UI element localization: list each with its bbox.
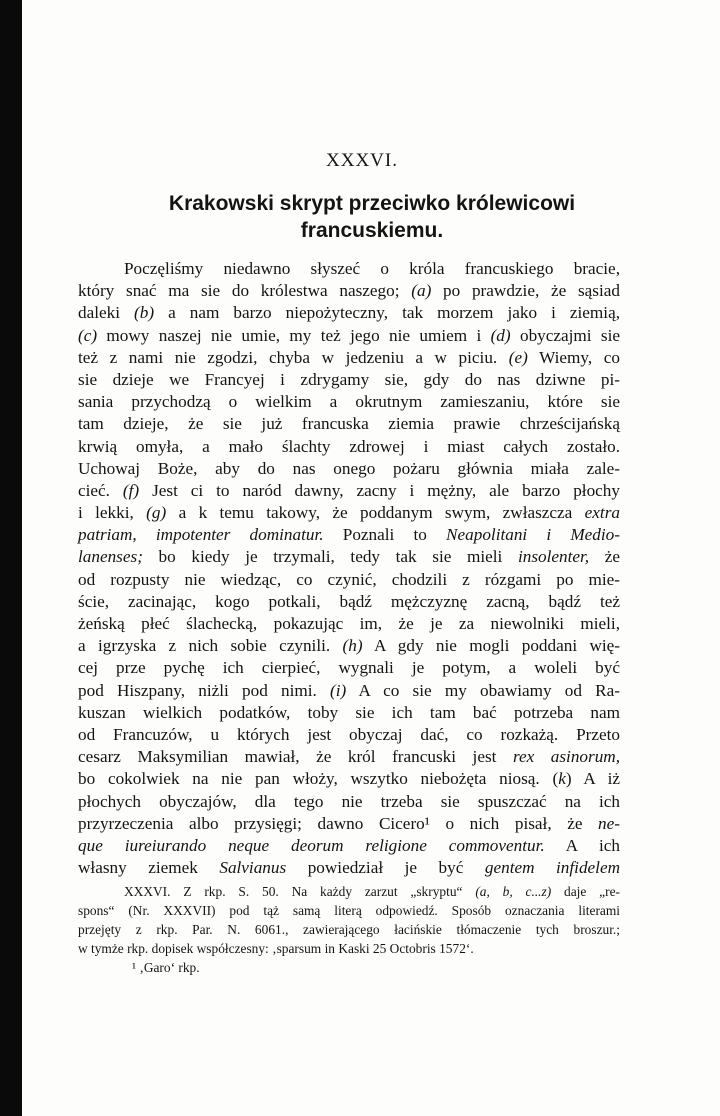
text-span: sania przychodzą o wielkim a okrutnym zamieszaniu, które sie [78, 392, 620, 412]
footnote-line [78, 882, 620, 901]
italic-text: (f) [122, 480, 140, 500]
footnotes [78, 882, 620, 977]
italic-text: Neapolitani i Medio- [446, 525, 620, 545]
body-line [78, 280, 620, 302]
italic-text: Salvianus [219, 858, 287, 878]
text-span: własny ziemek [78, 858, 220, 878]
text-span: też z nami nie zgodzi, chyba w jedzeniu a w piciu. [78, 347, 509, 367]
italic-text: rex asinorum, [512, 747, 621, 767]
body-line [78, 857, 620, 879]
text-span: Poczęliśmy niedawno słyszeć o króla francuskiego bracie, [124, 259, 620, 278]
footnote-line [78, 939, 620, 958]
text-span: tam dzieje, że sie już francuska ziemia prawie chrześcijańską [78, 414, 620, 434]
body-line [78, 680, 620, 702]
text-span: daje „re- [551, 884, 620, 899]
footnote-reference: ¹ ‚Garo‘ rkp. [132, 960, 200, 975]
italic-text: ne- [598, 813, 620, 833]
text-span: który snać ma sie do królestwa naszego; [78, 281, 412, 301]
text-span: sie dzieje we Francyej i zdrygamy sie, gdy do nas dziwne pi- [78, 369, 620, 389]
italic-text: k [558, 769, 566, 789]
text-span: cesarz Maksymilian mawiał, że król francuski jest [78, 747, 513, 767]
italic-text: patriam, impotenter dominatur. [78, 525, 324, 545]
text-span: A co sie my obawiamy od Ra- [346, 680, 621, 700]
text-span: Poznali to [323, 525, 447, 545]
text-span: i lekki, [78, 503, 147, 523]
document-title [82, 190, 662, 244]
title-line-1: Krakowski skrypt przeciwko królewicowi [168, 192, 576, 215]
text-span: daleki [78, 303, 135, 323]
text-span: a nam barzo niepożyteczny, tak morzem jako i ziemią, [154, 303, 620, 323]
body-line [78, 325, 620, 347]
italic-text: (i) [330, 680, 347, 700]
body-line [78, 369, 620, 391]
body-line [78, 724, 620, 746]
text-span: po prawdzie, że sąsiad [431, 281, 620, 301]
italic-text: (g) [146, 503, 167, 523]
text-span: A ich [544, 835, 620, 855]
text-span: Jest ci to naród dawny, zacny i mężny, ale barzo płochy [139, 480, 620, 500]
text-span: przejęty z rkp. Par. N. 6061., zawierającego łacińskie tłómaczenie tych broszur.; [78, 922, 620, 937]
body-line [78, 768, 620, 790]
body-line [78, 835, 620, 857]
italic-text: que iureiurando neque deorum religione commoventur. [78, 835, 545, 855]
body-line [78, 458, 620, 480]
body-line [78, 569, 620, 591]
body-line [78, 746, 620, 768]
body-line [78, 813, 620, 835]
italic-text: lanenses; [78, 547, 143, 567]
text-span: Uchowaj Boże, aby do nas onego pożaru głównia miała zale- [78, 458, 620, 478]
body-line [78, 480, 620, 502]
body-text [78, 258, 620, 879]
text-span: od Francuzów, u których jest obyczaj dać, co rozkażą. Przeto [78, 724, 620, 744]
body-line [78, 391, 620, 413]
italic-text: (a, b, c...z) [475, 884, 552, 899]
italic-text: (e) [508, 347, 528, 367]
body-line [78, 613, 620, 635]
body-line [78, 258, 620, 280]
text-span: od rozpusty nie wiedząc, co czynić, chodzili z rózgami po mie- [78, 569, 620, 589]
text-span: a igrzyska z nich sobie czynili. [78, 636, 343, 656]
italic-text: (a) [411, 281, 432, 301]
chapter-number: XXXVI. [326, 150, 398, 171]
body-line [78, 657, 620, 679]
text-span: obyczajmi sie [510, 325, 620, 345]
text-span: cieć. [78, 480, 123, 500]
body-line [78, 524, 620, 546]
body-line [78, 302, 620, 324]
text-span: w tymże rkp. dopisek współczesny: ‚sparsum in Kaski 25 Octobris 1572‘. [78, 941, 474, 956]
body-line [78, 436, 620, 458]
body-line [78, 347, 620, 369]
text-span: bo cokolwiek na nie pan włoży, wszytko niebożęta niosą. ( [78, 769, 559, 789]
text-span: kuszan wielkich podatków, toby sie ich tam bać potrzeba nam [78, 702, 620, 722]
text-span: pod Hiszpany, niżli pod nimi. [78, 680, 330, 700]
text-span: płochych obyczajów, dla tego nie trzeba sie spuszczać na ich [78, 791, 620, 811]
text-span: bo kiedy je trzymali, tedy tak sie mieli [142, 547, 518, 567]
text-span: ście, zacinając, kogo potkali, bądź mężczyznę zacną, bądź też [78, 591, 620, 611]
body-line [78, 546, 620, 568]
body-line [78, 502, 620, 524]
scan-border [0, 0, 22, 1116]
footnote-line [78, 920, 620, 939]
italic-text: (d) [490, 325, 511, 345]
text-span: żeńską płeć ślachecką, pokazując im, że je za niewolniki mieli, [78, 614, 620, 633]
document-page [22, 0, 720, 1116]
body-line [78, 702, 620, 724]
text-span: ) A iż [565, 769, 620, 789]
italic-text: (b) [134, 303, 155, 323]
footnote-line [78, 901, 620, 920]
italic-text: extra [584, 503, 620, 523]
italic-text: (c) [78, 325, 98, 345]
italic-text: gentem infidelem [484, 858, 620, 878]
text-span: krwią omyła, a mało ślachty zdrowej i miast całych zostało. [78, 436, 620, 456]
text-span: mowy naszej nie umie, my też jego nie umiem i [97, 325, 491, 345]
text-span: Wiemy, co [527, 347, 620, 367]
text-span: że [589, 547, 620, 567]
text-span: a k temu takowy, że poddanym swym, zwłaszcza [166, 503, 585, 523]
text-span: przyrzeczenia albo przysięgi; dawno Cicero¹ o nich pisał, że [78, 813, 599, 833]
italic-text: (h) [342, 636, 363, 656]
body-line [78, 413, 620, 435]
title-line-2: francuskiemu. [300, 219, 444, 242]
body-line [78, 791, 620, 813]
italic-text: insolenter, [517, 547, 590, 567]
text-span: powiedział je być [286, 858, 485, 878]
text-span: A gdy nie mogli poddani wię- [362, 636, 620, 656]
body-line [78, 591, 620, 613]
text-span: XXXVI. Z rkp. S. 50. Na każdy zarzut „skryptu“ [124, 884, 476, 899]
text-span: cej prze pychę ich cierpieć, wygnali je potym, a woleli być [78, 658, 620, 678]
body-line [78, 635, 620, 657]
text-span: spons“ (Nr. XXXVII) pod tąż samą literą odpowiedź. Sposób oznaczania literami [78, 903, 620, 918]
